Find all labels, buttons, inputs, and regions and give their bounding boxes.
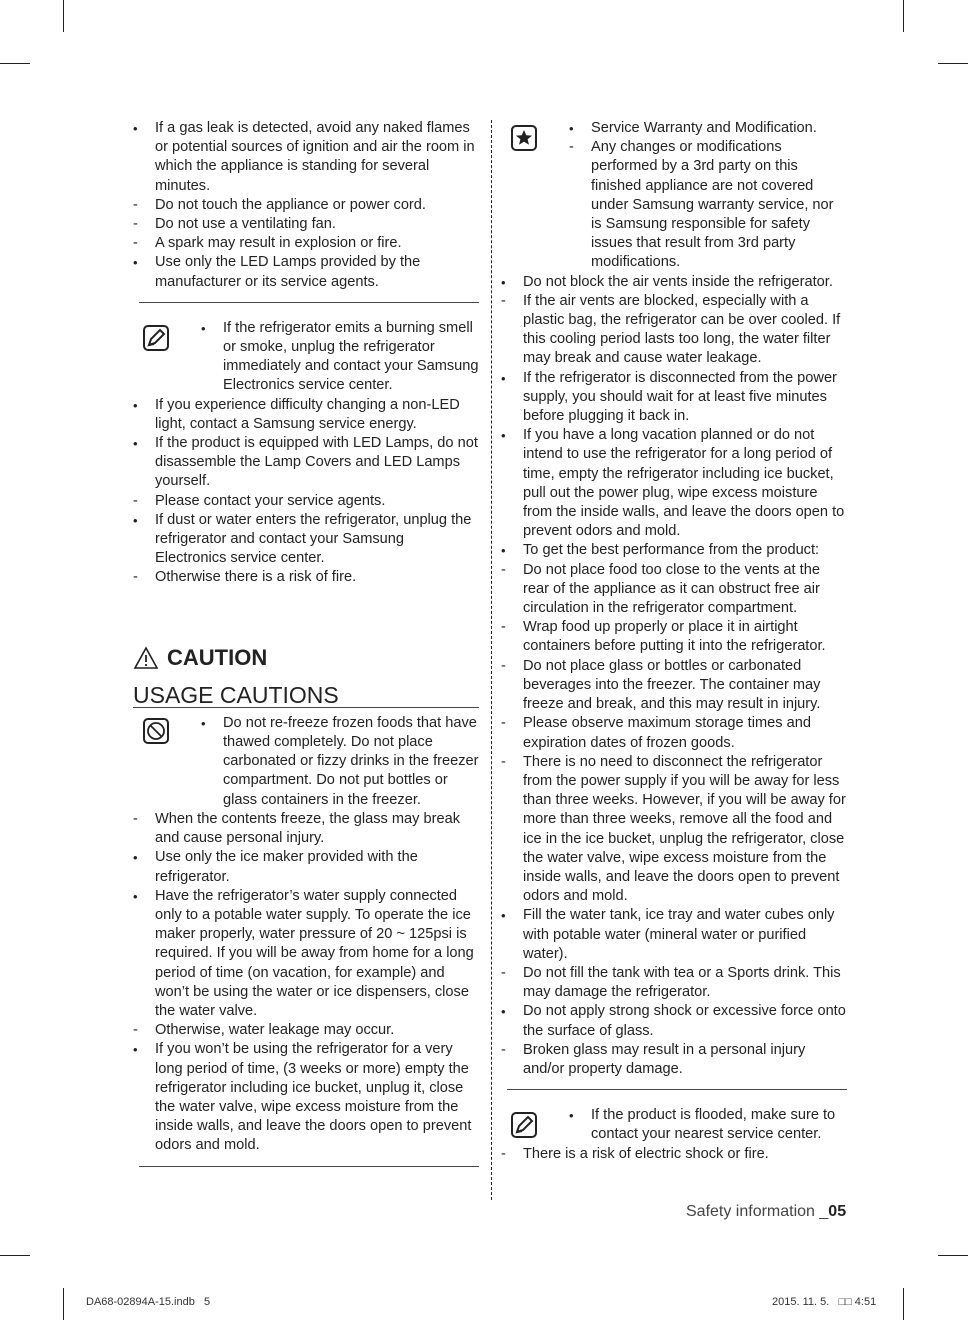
list-marker: -	[133, 810, 138, 827]
list-text: Do not fill the tank with tea or a Sports drink. This may damage the refrigerator.	[523, 964, 841, 1001]
list-item	[133, 253, 479, 291]
list-text: If the refrigerator emits a burning smell or smoke, unplug the refrigerator immediately and contact your Samsung Electronics service center.	[223, 319, 479, 394]
list-text: There is no need to disconnect the refrigerator from the power supply if you will be away for less than three weeks. However, if you will be away for more than three weeks, remove all the food and ice in the ice bucket, unplug the refrigerator, close the water valve, wipe excess moisture from the inside walls, and leave the doors open to prevent odors and mold.	[523, 753, 846, 905]
general-cautions-list	[501, 273, 847, 1080]
section-divider	[139, 1166, 479, 1167]
list-text: Do not apply strong shock or excessive force onto the surface of glass.	[523, 1003, 846, 1039]
list-text: When the contents freeze, the glass may break and cause personal injury.	[155, 810, 461, 847]
list-item	[201, 714, 479, 810]
list-marker: •	[133, 397, 138, 413]
gas-leak-list	[133, 119, 479, 292]
list-text: If a gas leak is detected, avoid any naked flames or potential sources of ignition and air the room in which the appliance is standing for several minutes.	[155, 120, 475, 194]
page-footer	[686, 1203, 846, 1221]
imprint-file: DA68-02894A-15.indb 5	[86, 1296, 211, 1308]
list-marker: -	[133, 196, 138, 213]
prohibition-icon	[143, 718, 169, 744]
list-item	[569, 119, 847, 138]
list-marker: -	[501, 1041, 506, 1058]
list-marker: •	[133, 888, 138, 904]
list-item	[501, 964, 847, 1002]
list-item	[133, 396, 479, 434]
list-item	[133, 215, 479, 234]
list-text: Otherwise, water leakage may occur.	[155, 1022, 395, 1039]
list-marker: -	[501, 753, 506, 770]
list-item	[133, 1021, 479, 1040]
crop-mark	[938, 1255, 968, 1256]
list-text: Otherwise there is a risk of fire.	[155, 569, 357, 586]
list-marker: •	[133, 436, 138, 452]
column-divider	[491, 120, 492, 1200]
list-item	[501, 1145, 847, 1164]
list-text: If you experience difficulty changing a non-LED light, contact a Samsung service energy.	[155, 396, 460, 432]
list-item	[501, 714, 847, 752]
list-item	[133, 492, 479, 511]
flood-note-block	[501, 1106, 847, 1144]
list-marker: •	[501, 370, 506, 386]
list-text: Service Warranty and Modification.	[591, 120, 817, 136]
list-text: Please observe maximum storage times and expiration dates of frozen goods.	[523, 715, 811, 751]
list-item	[501, 657, 847, 715]
list-marker: •	[501, 428, 506, 444]
list-text: Broken glass may result in a personal injury and/or property damage.	[523, 1041, 806, 1077]
list-item	[501, 561, 847, 619]
usage-cautions-heading: USAGE CAUTIONS	[133, 686, 479, 708]
usage-list	[133, 810, 479, 1156]
list-marker: •	[201, 715, 206, 731]
list-marker: -	[133, 492, 138, 509]
list-marker: -	[501, 619, 506, 636]
list-text: If the refrigerator is disconnected from the power supply, you should wait for at least five minutes before plugging it back in.	[523, 369, 837, 425]
left-column	[133, 119, 479, 1179]
list-item	[501, 753, 847, 907]
list-marker: •	[133, 850, 138, 866]
crop-mark	[0, 63, 30, 64]
crop-mark	[63, 0, 64, 32]
section-divider	[139, 302, 479, 303]
list-text: If you have a long vacation planned or do not intend to use the refrigerator for a long period of time, empty the refrigerator including ice bucket, pull out the power plug, wipe excess moisture from the inside walls, and leave the doors open to prevent odors and mold.	[523, 427, 845, 540]
list-item	[133, 511, 479, 569]
list-item	[133, 234, 479, 253]
crop-mark	[63, 1288, 64, 1320]
list-marker: •	[133, 121, 138, 136]
list-item	[501, 369, 847, 427]
list-marker: •	[501, 908, 506, 924]
right-column	[501, 119, 847, 1164]
list-text: If you won’t be using the refrigerator for a very long period of time, (3 weeks or more) empty the refrigerator including ice bucket, unplug it, close the water valve, wipe excess moisture from the inside walls, and leave the doors open to prevent odors and mold.	[155, 1041, 472, 1154]
list-marker: -	[133, 235, 138, 252]
list-text: Fill the water tank, ice tray and water cubes only with potable water (mineral water or purified water).	[523, 907, 835, 962]
list-marker: •	[569, 1108, 574, 1124]
list-item	[133, 810, 479, 848]
list-item	[501, 541, 847, 560]
list-text: Use only the LED Lamps provided by the manufacturer or its service agents.	[155, 254, 421, 290]
list-marker: -	[501, 1145, 506, 1162]
warning-triangle-icon	[133, 646, 159, 670]
list-item	[133, 1040, 479, 1155]
list-item	[501, 292, 847, 369]
list-marker: •	[501, 1004, 506, 1020]
list-marker: -	[501, 964, 506, 981]
warranty-block	[501, 119, 847, 273]
list-text: If the product is equipped with LED Lamps, do not disassemble the Lamp Covers and LED Lamps yourself.	[155, 435, 478, 490]
list-text: Do not place glass or bottles or carbonated beverages into the freezer. The container may freeze and break, and this may result in injury.	[523, 657, 821, 713]
note-pencil-icon	[511, 1112, 537, 1138]
list-marker: -	[501, 715, 506, 732]
note-block	[133, 319, 479, 396]
list-item	[133, 434, 479, 492]
list-text: If the product is flooded, make sure to contact your nearest service center.	[591, 1107, 836, 1143]
section-divider	[507, 1089, 847, 1090]
list-item	[569, 138, 847, 272]
lamp-list	[133, 396, 479, 588]
list-text: Have the refrigerator’s water supply connected only to a potable water supply. To operate the ice maker properly, water pressure of 20 ~ 125psi is required. If you will be away from home for a long period of time (on vacation, for example) and won’t be using the water or ice dispensers, close the water valve.	[155, 887, 474, 1019]
list-text: Do not touch the appliance or power cord.	[155, 196, 426, 213]
crop-mark	[938, 63, 968, 64]
list-text: Do not use a ventilating fan.	[155, 216, 336, 233]
crop-mark	[0, 1255, 30, 1256]
list-marker: •	[501, 543, 506, 559]
list-item	[501, 906, 847, 964]
list-marker: -	[569, 139, 574, 156]
list-text: Wrap food up properly or place it in airtight containers before putting it into the refrigerator.	[523, 619, 826, 655]
list-item	[501, 1002, 847, 1040]
note-pencil-icon	[143, 325, 169, 351]
list-text: Use only the ice maker provided with the refrigerator.	[155, 849, 418, 885]
list-item	[501, 273, 847, 292]
list-item	[201, 319, 479, 396]
prohibition-block	[133, 714, 479, 810]
list-marker: •	[201, 320, 206, 336]
list-text: Please contact your service agents.	[155, 492, 386, 509]
page-number: 05	[828, 1203, 847, 1220]
list-item	[133, 887, 479, 1021]
list-item	[133, 119, 479, 196]
caution-title-text: CAUTION	[167, 645, 268, 671]
imprint-date: 2015. 11. 5. □□ 4:51	[772, 1296, 877, 1308]
list-text: Do not block the air vents inside the refrigerator.	[523, 273, 833, 290]
list-marker: -	[501, 292, 506, 309]
list-text: A spark may result in explosion or fire.	[155, 235, 402, 252]
list-marker: •	[133, 255, 138, 271]
list-marker: •	[133, 512, 138, 528]
list-marker: -	[133, 1022, 138, 1039]
list-marker: •	[569, 121, 574, 136]
list-item	[501, 1041, 847, 1079]
list-text: Do not re-freeze frozen foods that have thawed completely. Do not place carbonated or fizzy drinks in the freezer compartment. Do not put bottles or glass containers in the freezer.	[223, 714, 479, 808]
list-marker: -	[501, 561, 506, 578]
list-item	[133, 568, 479, 587]
list-marker: -	[133, 216, 138, 233]
list-marker: -	[501, 657, 506, 674]
caution-heading	[133, 646, 479, 670]
list-text: To get the best performance from the product:	[523, 542, 820, 559]
list-item	[133, 196, 479, 215]
list-text: Do not place food too close to the vents at the rear of the appliance as it can obstruct free air circulation in the refrigerator compartment.	[523, 561, 820, 617]
list-item	[501, 426, 847, 541]
list-marker: -	[133, 569, 138, 586]
list-marker: •	[133, 1042, 138, 1058]
list-item	[133, 848, 479, 886]
list-text: Any changes or modifications performed by a 3rd party on this finished appliance are not covered under Samsung warranty service, nor is Samsung responsible for safety issues that result from 3rd party modifications.	[591, 139, 834, 271]
list-marker: •	[501, 274, 506, 290]
list-text: There is a risk of electric shock or fire.	[523, 1145, 769, 1162]
list-item	[501, 618, 847, 656]
footer-section-label: Safety information _	[686, 1203, 829, 1220]
list-item	[569, 1106, 847, 1144]
crop-mark	[903, 0, 904, 32]
star-icon	[511, 125, 537, 151]
list-text: If the air vents are blocked, especially with a plastic bag, the refrigerator can be over cooled. If this cooling period lasts too long, the water filter may break and cause water leakage.	[523, 292, 841, 367]
crop-mark	[903, 1288, 904, 1320]
list-text: If dust or water enters the refrigerator, unplug the refrigerator and contact your Samsung Electronics service center.	[155, 511, 472, 567]
